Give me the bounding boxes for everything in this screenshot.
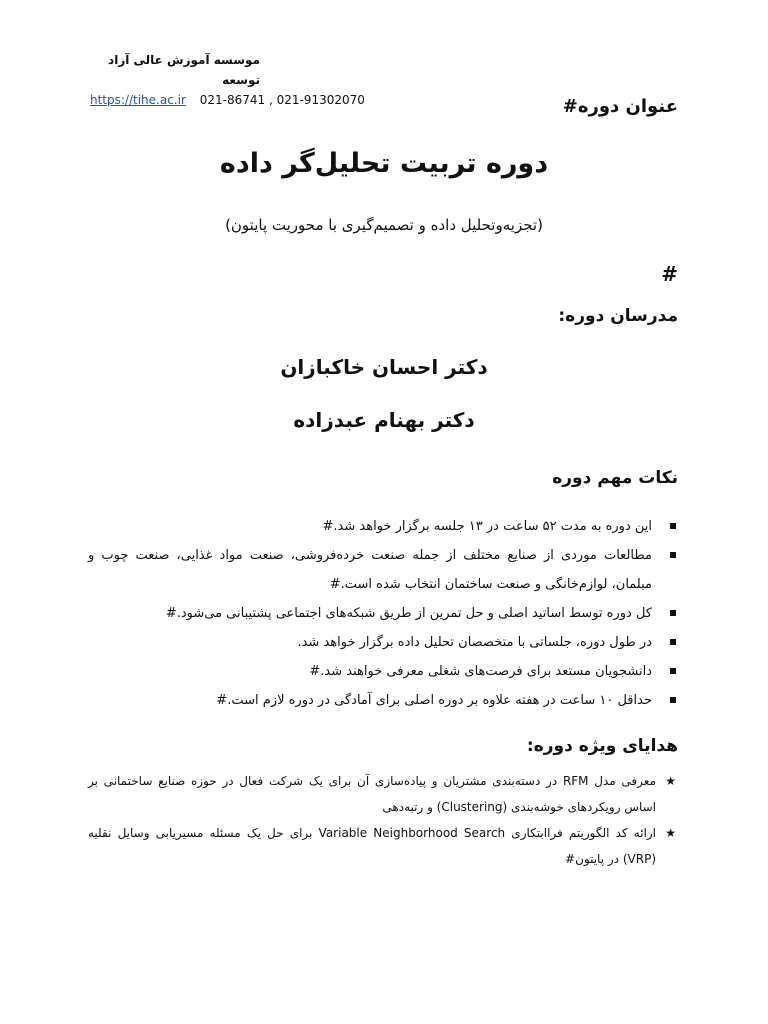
star-bullet-icon: ★: [665, 774, 676, 788]
notes-list: [88, 512, 678, 715]
instructor-name: دکتر بهنام عبدزاده: [293, 408, 475, 432]
list-item: [88, 599, 678, 628]
list-item: [88, 512, 678, 541]
square-bullet-icon: [670, 610, 676, 616]
square-bullet-icon: [670, 552, 676, 558]
hash-marker: #: [661, 262, 678, 286]
note-text: در طول دوره، جلساتی با متخصصان تحلیل داده برگزار خواهد شد.: [297, 635, 652, 650]
gifts-heading: هدایای ویژه دوره:: [526, 736, 678, 756]
square-bullet-icon: [670, 697, 676, 703]
course-title-label: عنوان دوره#: [562, 96, 678, 117]
list-item: [88, 686, 678, 715]
phone-numbers: 021-86741 , 021-91302070: [199, 93, 365, 107]
square-bullet-icon: [670, 639, 676, 645]
note-text: مطالعات موردی از صنایع مختلف از جمله صنعت خرده‌فروشی، صنعت مواد غذایی، صنعت چوب و مبلمان، لوازم‌خانگی و صنعت ساختمان انتخاب شده است.#: [88, 548, 652, 592]
institution-name: موسسه آموزش عالی آزاد توسعه: [108, 53, 260, 87]
note-text: حداقل ۱۰ ساعت در هفته علاوه بر دوره اصلی برای آمادگی در دوره لازم است.#: [216, 693, 652, 708]
square-bullet-icon: [670, 668, 676, 674]
course-title: دوره تربیت تحلیل‌گر داده: [219, 148, 549, 179]
square-bullet-icon: [670, 523, 676, 529]
gifts-list: [88, 768, 678, 872]
note-text: دانشجویان مستعد برای فرصت‌های شغلی معرفی خواهند شد.#: [309, 664, 652, 679]
gift-text: ارائه کد الگوریتم فراابتکاری Variable Neighborhood Search برای حل یک مسئله مسیریابی وسایل نقلیه (VRP) در پایتون#: [88, 826, 656, 866]
course-subtitle: (تجزیه‌وتحلیل داده و تصمیم‌گیری با محوریت پایتون): [225, 216, 543, 234]
instructor-name: دکتر احسان خاکبازان: [280, 355, 488, 379]
list-item: [88, 768, 678, 820]
contact-line: [90, 90, 365, 110]
gift-text: معرفی مدل RFM در دسته‌بندی مشتریان و پیاده‌سازی آن برای یک شرکت فعال در حوزه صنایع ساختمانی بر اساس رویکردهای خوشه‌بندی (Clustering) و رتبه‌دهی: [88, 774, 657, 814]
note-text: این دوره به مدت ۵۲ ساعت در ۱۳ جلسه برگزار خواهد شد.#: [322, 519, 652, 534]
star-bullet-icon: ★: [665, 826, 676, 840]
website-link[interactable]: https://tihe.ac.ir: [90, 93, 186, 107]
list-item: [88, 820, 678, 872]
notes-heading: نکات مهم دوره: [552, 468, 678, 488]
list-item: [88, 628, 678, 657]
instructors-label: مدرسان دوره:: [558, 306, 678, 326]
list-item: [88, 541, 678, 599]
list-item: [88, 657, 678, 686]
page-header: [90, 50, 365, 110]
note-text: کل دوره توسط اساتید اصلی و حل تمرین از طریق شبکه‌های اجتماعی پشتیبانی می‌شود.#: [165, 606, 652, 621]
